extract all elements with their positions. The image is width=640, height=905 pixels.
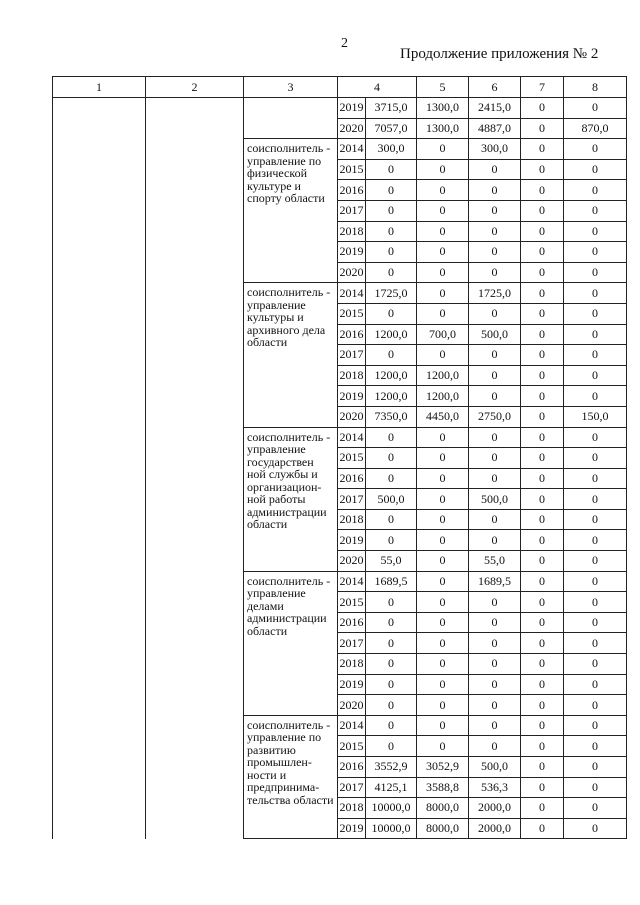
value-cell: 0 [564,695,627,716]
value-cell: 0 [469,427,521,448]
value-cell: 2000,0 [469,798,521,819]
value-cell: 0 [366,592,417,613]
value-cell: 700,0 [417,324,469,345]
value-cell: 3715,0 [366,98,417,119]
value-cell: 0 [564,139,627,160]
year-cell: 2014 [338,427,366,448]
year-cell: 2017 [338,489,366,510]
value-cell: 0 [564,612,627,633]
value-cell: 0 [521,489,564,510]
value-cell: 0 [469,386,521,407]
value-cell: 0 [521,551,564,572]
value-cell: 2415,0 [469,98,521,119]
value-cell: 0 [564,468,627,489]
year-cell: 2019 [338,674,366,695]
year-cell: 2015 [338,159,366,180]
value-cell: 0 [469,262,521,283]
value-cell: 0 [521,365,564,386]
value-cell: 0 [366,303,417,324]
value-cell: 0 [417,530,469,551]
value-cell: 0 [521,221,564,242]
value-cell: 0 [469,221,521,242]
value-cell: 0 [521,592,564,613]
value-cell: 0 [417,200,469,221]
year-cell: 2015 [338,448,366,469]
value-cell: 0 [564,324,627,345]
budget-table [52,76,627,839]
header-cell: 1 [53,77,146,98]
value-cell: 0 [521,818,564,839]
value-cell: 0 [564,530,627,551]
executor-cell: соисполнитель - управление делами администрации области [244,571,338,715]
column-2-cell [146,98,244,839]
value-cell: 0 [521,674,564,695]
value-cell: 300,0 [366,139,417,160]
value-cell: 0 [469,303,521,324]
value-cell: 0 [366,262,417,283]
value-cell: 0 [564,200,627,221]
value-cell: 0 [521,509,564,530]
value-cell: 0 [564,303,627,324]
value-cell: 870,0 [564,118,627,139]
value-cell: 0 [417,159,469,180]
value-cell: 0 [564,180,627,201]
year-cell: 2014 [338,139,366,160]
value-cell: 0 [417,242,469,263]
value-cell: 536,3 [469,777,521,798]
value-cell: 0 [521,242,564,263]
value-cell: 0 [469,715,521,736]
value-cell: 500,0 [469,324,521,345]
value-cell: 0 [564,427,627,448]
value-cell: 0 [469,654,521,675]
value-cell: 0 [564,386,627,407]
value-cell: 0 [417,715,469,736]
year-cell: 2020 [338,406,366,427]
value-cell: 0 [417,468,469,489]
value-cell: 0 [366,530,417,551]
value-cell: 0 [564,221,627,242]
value-cell: 1200,0 [417,386,469,407]
value-cell: 0 [564,715,627,736]
value-cell: 0 [469,365,521,386]
value-cell: 1200,0 [417,365,469,386]
value-cell: 0 [564,242,627,263]
value-cell: 4125,1 [366,777,417,798]
value-cell: 0 [469,633,521,654]
year-cell: 2020 [338,262,366,283]
value-cell: 0 [469,200,521,221]
value-cell: 0 [366,695,417,716]
value-cell: 0 [469,448,521,469]
executor-cell [244,98,338,139]
value-cell: 0 [366,674,417,695]
value-cell: 0 [366,468,417,489]
value-cell: 10000,0 [366,798,417,819]
value-cell: 0 [366,200,417,221]
value-cell: 10000,0 [366,818,417,839]
page-number: 2 [341,36,348,51]
value-cell: 0 [521,180,564,201]
value-cell: 0 [521,777,564,798]
value-cell: 0 [417,592,469,613]
value-cell: 0 [521,468,564,489]
value-cell: 0 [521,633,564,654]
value-cell: 0 [521,695,564,716]
value-cell: 0 [366,736,417,757]
table-row [53,98,627,119]
value-cell: 0 [469,736,521,757]
value-cell: 0 [564,262,627,283]
value-cell: 0 [469,345,521,366]
value-cell: 0 [521,530,564,551]
value-cell: 0 [564,159,627,180]
value-cell: 0 [417,674,469,695]
value-cell: 0 [521,715,564,736]
executor-cell: соисполнитель - управление культуры и архивного дела области [244,283,338,427]
value-cell: 0 [417,736,469,757]
value-cell: 1300,0 [417,118,469,139]
value-cell: 0 [366,159,417,180]
value-cell: 0 [521,118,564,139]
value-cell: 0 [564,551,627,572]
value-cell: 0 [366,242,417,263]
value-cell: 55,0 [366,551,417,572]
value-cell: 0 [469,468,521,489]
value-cell: 0 [521,427,564,448]
value-cell: 0 [521,612,564,633]
value-cell: 0 [417,695,469,716]
value-cell: 500,0 [469,489,521,510]
value-cell: 0 [469,530,521,551]
value-cell: 0 [366,221,417,242]
value-cell: 0 [366,612,417,633]
year-cell: 2018 [338,221,366,242]
header-cell: 4 [338,77,417,98]
value-cell: 3588,8 [417,777,469,798]
year-cell: 2017 [338,200,366,221]
year-cell: 2017 [338,777,366,798]
value-cell: 0 [521,654,564,675]
value-cell: 0 [521,345,564,366]
value-cell: 4887,0 [469,118,521,139]
value-cell: 500,0 [469,757,521,778]
value-cell: 0 [564,736,627,757]
value-cell: 0 [521,571,564,592]
value-cell: 3552,9 [366,757,417,778]
executor-cell: соисполнитель - управление по физической культуре и спорту области [244,139,338,283]
value-cell: 1300,0 [417,98,469,119]
value-cell: 0 [521,406,564,427]
header-cell: 2 [146,77,244,98]
value-cell: 0 [366,448,417,469]
value-cell: 2000,0 [469,818,521,839]
year-cell: 2018 [338,509,366,530]
header-cell: 7 [521,77,564,98]
year-cell: 2018 [338,798,366,819]
year-cell: 2019 [338,242,366,263]
value-cell: 0 [417,551,469,572]
value-cell: 0 [417,427,469,448]
value-cell: 0 [417,448,469,469]
year-cell: 2020 [338,118,366,139]
value-cell: 0 [564,283,627,304]
value-cell: 0 [417,139,469,160]
value-cell: 150,0 [564,406,627,427]
value-cell: 0 [564,509,627,530]
value-cell: 0 [469,612,521,633]
year-cell: 2014 [338,283,366,304]
year-cell: 2016 [338,468,366,489]
year-cell: 2019 [338,98,366,119]
value-cell: 0 [564,98,627,119]
value-cell: 0 [564,365,627,386]
value-cell: 0 [469,159,521,180]
value-cell: 0 [469,509,521,530]
year-cell: 2019 [338,530,366,551]
year-cell: 2015 [338,736,366,757]
value-cell: 8000,0 [417,818,469,839]
value-cell: 0 [469,242,521,263]
value-cell: 0 [366,654,417,675]
value-cell: 0 [521,448,564,469]
year-cell: 2020 [338,551,366,572]
header-cell: 5 [417,77,469,98]
header-cell: 3 [244,77,338,98]
value-cell: 0 [564,674,627,695]
year-cell: 2020 [338,695,366,716]
year-cell: 2018 [338,654,366,675]
year-cell: 2014 [338,715,366,736]
value-cell: 0 [417,612,469,633]
value-cell: 0 [521,324,564,345]
executor-cell: соисполнитель - управление государствен ной службы и организацион-ной работы администрации области [244,427,338,571]
value-cell: 1200,0 [366,324,417,345]
value-cell: 0 [564,654,627,675]
value-cell: 300,0 [469,139,521,160]
header-cell: 8 [564,77,627,98]
value-cell: 1725,0 [469,283,521,304]
value-cell: 0 [417,345,469,366]
year-cell: 2017 [338,345,366,366]
value-cell: 0 [521,139,564,160]
value-cell: 0 [521,283,564,304]
value-cell: 0 [366,633,417,654]
value-cell: 0 [564,592,627,613]
column-1-cell [53,98,146,839]
value-cell: 0 [564,777,627,798]
value-cell: 0 [366,180,417,201]
value-cell: 0 [366,715,417,736]
value-cell: 0 [417,180,469,201]
year-cell: 2019 [338,818,366,839]
year-cell: 2014 [338,571,366,592]
year-cell: 2019 [338,386,366,407]
value-cell: 0 [521,798,564,819]
value-cell: 4450,0 [417,406,469,427]
value-cell: 0 [564,345,627,366]
value-cell: 0 [469,180,521,201]
executor-cell: соисполнитель - управление по развитию промышлен-ности и предпринима-тельства области [244,715,338,839]
value-cell: 0 [417,571,469,592]
value-cell: 0 [417,262,469,283]
year-cell: 2016 [338,757,366,778]
value-cell: 0 [366,345,417,366]
value-cell: 0 [564,757,627,778]
value-cell: 0 [417,654,469,675]
year-cell: 2016 [338,612,366,633]
value-cell: 0 [417,283,469,304]
value-cell: 0 [521,262,564,283]
value-cell: 0 [417,509,469,530]
value-cell: 0 [521,200,564,221]
value-cell: 1200,0 [366,365,417,386]
value-cell: 1200,0 [366,386,417,407]
value-cell: 8000,0 [417,798,469,819]
header-row [53,77,627,98]
value-cell: 0 [521,159,564,180]
appendix-title: Продолжение приложения № 2 [400,46,599,62]
value-cell: 0 [469,695,521,716]
value-cell: 0 [521,757,564,778]
value-cell: 0 [469,674,521,695]
value-cell: 0 [366,427,417,448]
value-cell: 0 [469,592,521,613]
value-cell: 55,0 [469,551,521,572]
value-cell: 3052,9 [417,757,469,778]
value-cell: 0 [521,736,564,757]
value-cell: 0 [417,221,469,242]
year-cell: 2017 [338,633,366,654]
value-cell: 0 [417,489,469,510]
value-cell: 0 [417,303,469,324]
value-cell: 2750,0 [469,406,521,427]
value-cell: 0 [521,98,564,119]
value-cell: 7350,0 [366,406,417,427]
value-cell: 0 [564,571,627,592]
value-cell: 1689,5 [366,571,417,592]
value-cell: 0 [564,818,627,839]
value-cell: 0 [564,489,627,510]
year-cell: 2015 [338,592,366,613]
year-cell: 2018 [338,365,366,386]
value-cell: 7057,0 [366,118,417,139]
header-cell: 6 [469,77,521,98]
value-cell: 0 [366,509,417,530]
value-cell: 0 [521,386,564,407]
value-cell: 1725,0 [366,283,417,304]
value-cell: 1689,5 [469,571,521,592]
value-cell: 0 [564,798,627,819]
year-cell: 2015 [338,303,366,324]
value-cell: 0 [417,633,469,654]
value-cell: 500,0 [366,489,417,510]
value-cell: 0 [564,448,627,469]
value-cell: 0 [564,633,627,654]
year-cell: 2016 [338,180,366,201]
value-cell: 0 [521,303,564,324]
year-cell: 2016 [338,324,366,345]
